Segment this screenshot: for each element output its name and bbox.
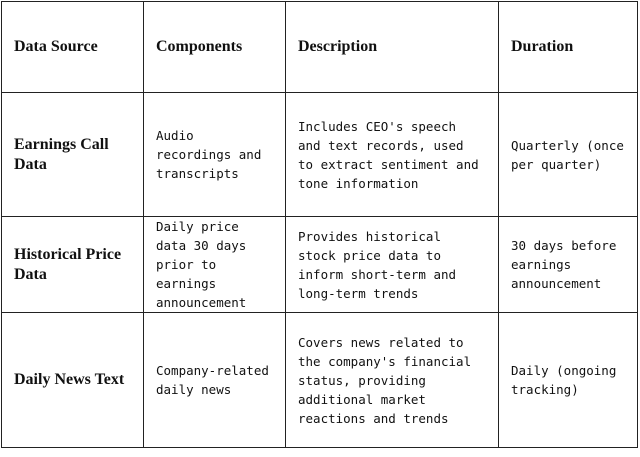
header-data-source: Data Source: [2, 2, 144, 93]
cell-components: Audio recordings and transcripts: [144, 93, 286, 217]
cell-data-source: Earnings Call Data: [2, 93, 144, 217]
header-duration: Duration: [499, 2, 638, 93]
cell-description: Provides historical stock price data to inform short-term and long-term trends: [286, 217, 499, 313]
cell-duration: 30 days before earnings announcement: [499, 217, 638, 313]
table-row: [2, 93, 638, 217]
cell-duration: Quarterly (once per quarter): [499, 93, 638, 217]
cell-data-source: Historical Price Data: [2, 217, 144, 313]
cell-duration: Daily (ongoing tracking): [499, 313, 638, 448]
cell-components: Daily price data 30 days prior to earnings announcement: [144, 217, 286, 313]
header-components: Components: [144, 2, 286, 93]
cell-description: Includes CEO's speech and text records, used to extract sentiment and tone information: [286, 93, 499, 217]
header-description: Description: [286, 2, 499, 93]
cell-components: Company-related daily news: [144, 313, 286, 448]
data-sources-table: [1, 1, 638, 448]
cell-description: Covers news related to the company's financial status, providing additional market reactions and trends: [286, 313, 499, 448]
header-row: [2, 2, 638, 93]
cell-data-source: Daily News Text: [2, 313, 144, 448]
table-row: [2, 217, 638, 313]
table-row: [2, 313, 638, 448]
